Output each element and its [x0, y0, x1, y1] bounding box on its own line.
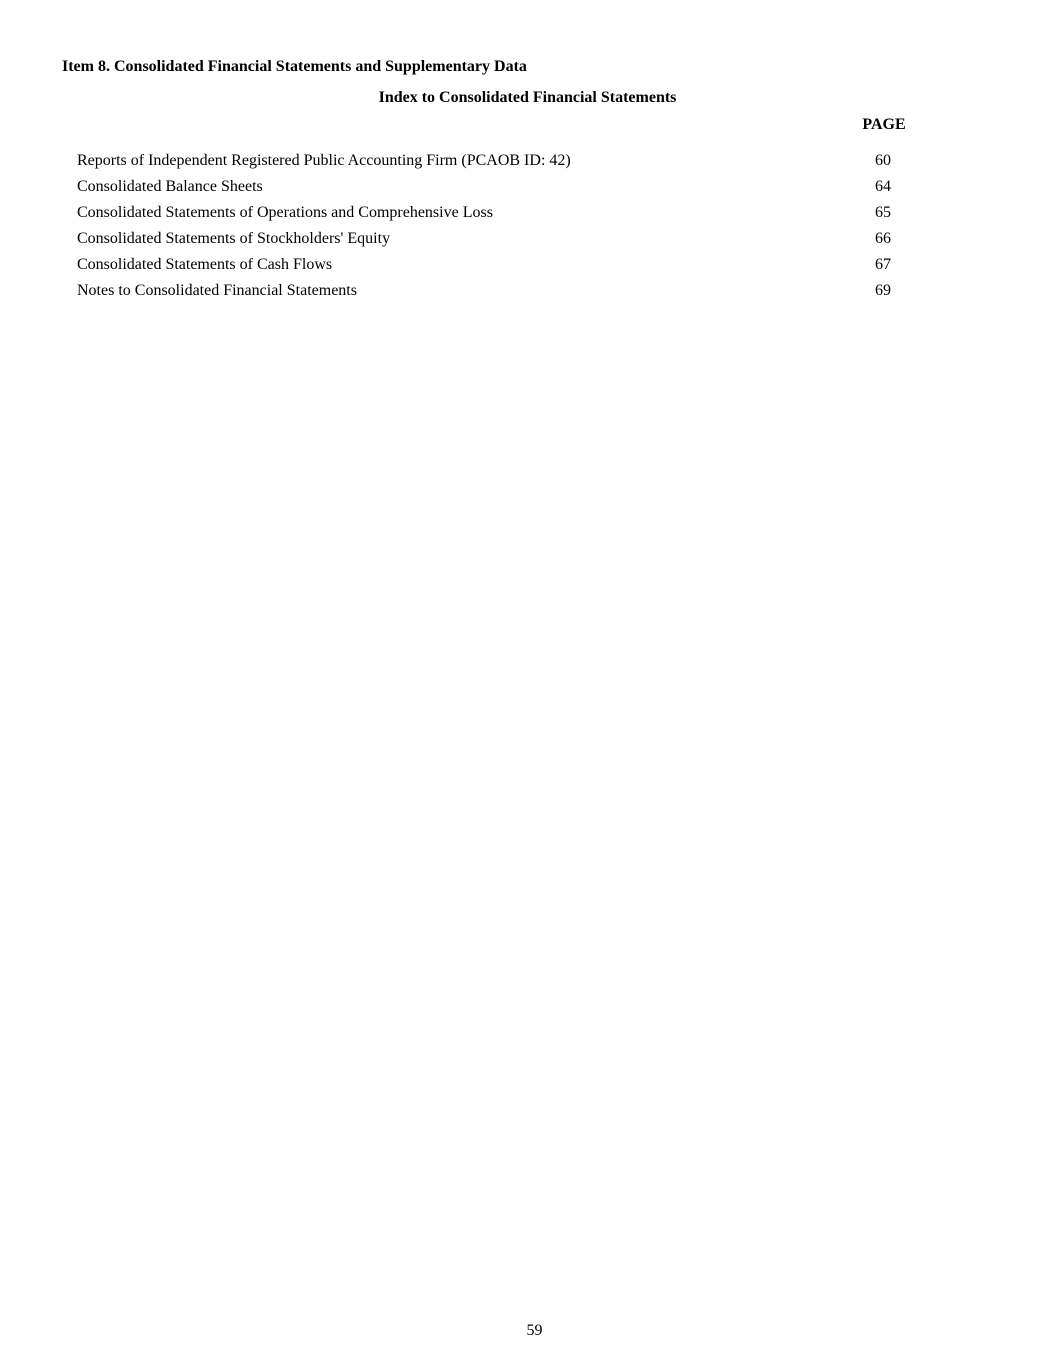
toc-label: Notes to Consolidated Financial Statements [77, 282, 357, 299]
toc-row-cash-flows[interactable] [77, 255, 927, 281]
toc-row-auditor-reports[interactable] [77, 151, 927, 177]
toc-label: Consolidated Statements of Operations and Comprehensive Loss [77, 204, 493, 221]
toc-label: Reports of Independent Registered Public Accounting Firm (PCAOB ID: 42) [77, 152, 571, 169]
toc-page-number: 65 [875, 204, 891, 221]
index-title: Index to Consolidated Financial Statements [378, 89, 677, 106]
toc-page-number: 67 [875, 256, 891, 273]
page-number: 59 [526, 1322, 543, 1339]
toc-page-number: 64 [875, 178, 891, 195]
toc-page-number: 66 [875, 230, 891, 247]
toc-row-notes[interactable] [77, 281, 927, 307]
toc-row-stockholders-equity[interactable] [77, 229, 927, 255]
toc-label: Consolidated Balance Sheets [77, 178, 263, 195]
toc-page-number: 60 [875, 152, 891, 169]
toc-row-operations[interactable] [77, 203, 927, 229]
item-8-heading: Item 8. Consolidated Financial Statements and Supplementary Data [62, 58, 527, 75]
toc-label: Consolidated Statements of Stockholders' Equity [77, 230, 391, 247]
table-of-contents [77, 151, 927, 307]
toc-label: Consolidated Statements of Cash Flows [77, 256, 333, 273]
toc-page-number: 69 [875, 282, 891, 299]
toc-row-balance-sheets[interactable] [77, 177, 927, 203]
page-column-header: PAGE [862, 116, 906, 133]
